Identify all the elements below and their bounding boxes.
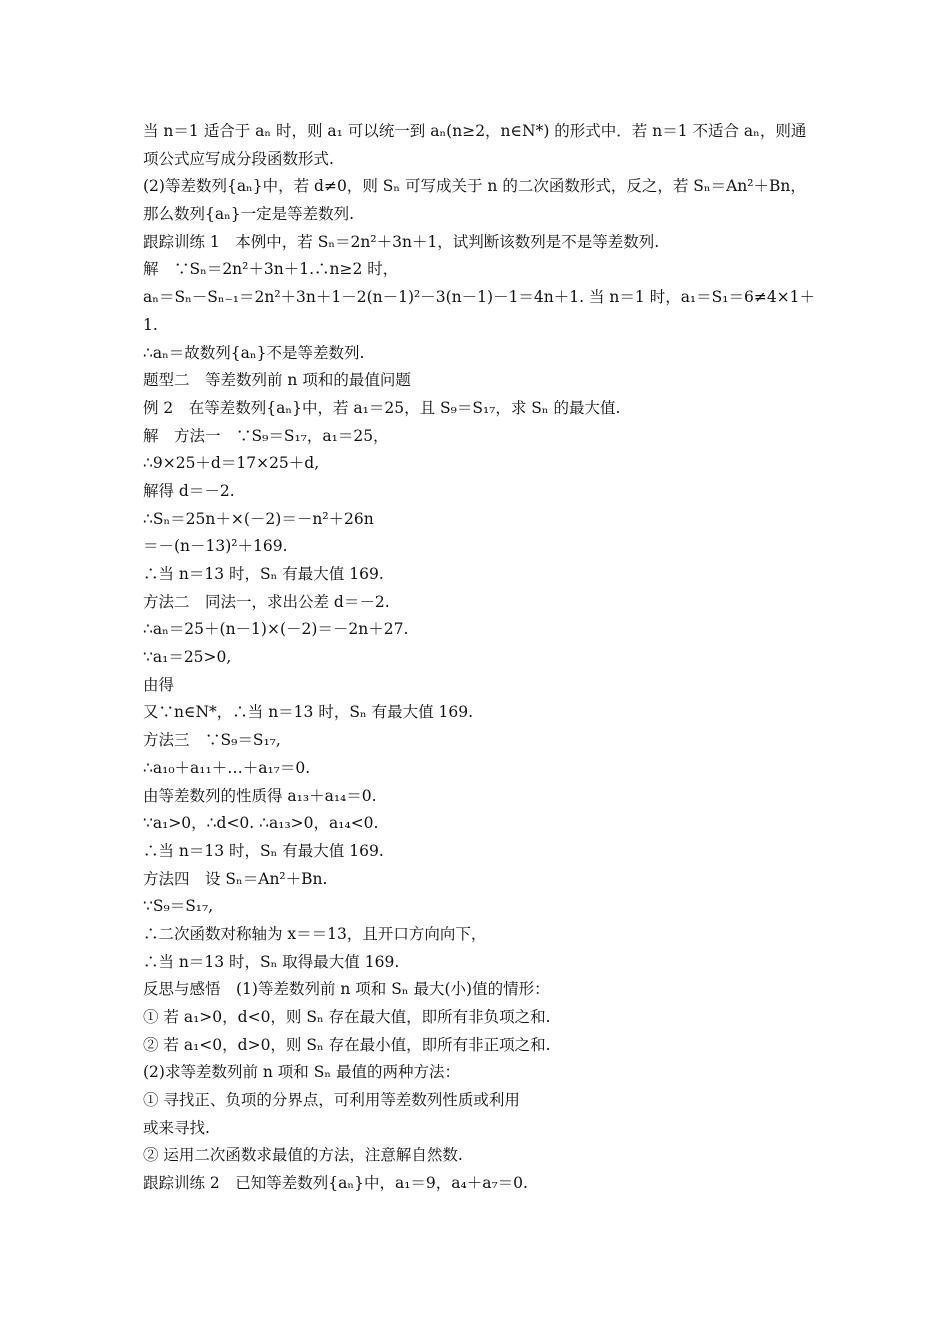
text-line-23: 方法三 ∵S₉＝S₁₇, [143, 731, 281, 750]
text-line-9: ∴aₙ＝故数列{aₙ}不是等差数列. [143, 343, 365, 362]
text-line-15: ∴Sₙ＝25n＋×(－2)＝－n²＋26n [143, 509, 374, 528]
text-line-6: 解 ∵Sₙ＝2n²＋3n＋1.∴n≥2 时， [143, 260, 399, 279]
text-line-33: ① 若 a₁>0，d<0，则 Sₙ 存在最大值，即所有非负项之和. [143, 1008, 551, 1026]
text-line-7: aₙ＝Sₙ－Sₙ₋₁＝2n²＋3n＋1－2(n－1)²－3(n－1)－1＝4n＋1. 当 n＝1 时，a₁＝S₁＝6≠4×1＋ [143, 288, 816, 307]
text-line-32: 反思与感悟 (1)等差数列前 n 项和 Sₙ 最大(小)值的情形： [143, 980, 550, 999]
text-line-24: ∴a₁₀＋a₁₁＋…＋a₁₇＝0. [143, 758, 311, 777]
text-line-11: 例 2 在等差数列{aₙ}中，若 a₁＝25，且 S₉＝S₁₇，求 Sₙ 的最大值. [143, 398, 621, 417]
text-line-30: ∴二次函数对称轴为 x＝＝13，且开口方向向下， [143, 924, 487, 943]
text-line-26: ∵a₁>0，∴d<0. ∴a₁₃>0，a₁₄<0. [143, 814, 379, 833]
text-line-17: ∴当 n＝13 时，Sₙ 有最大值 169. [143, 565, 384, 583]
text-line-38: ② 运用二次函数求最值的方法，注意解自然数. [143, 1146, 463, 1165]
text-line-18: 方法二 同法一，求出公差 d＝－2. [143, 592, 390, 611]
text-line-5: 跟踪训练 1 本例中，若 Sₙ＝2n²＋3n＋1，试判断该数列是不是等差数列. [143, 232, 660, 251]
text-line-22: 又∵n∈N*，∴当 n＝13 时，Sₙ 有最大值 169. [143, 703, 474, 722]
text-line-28: 方法四 设 Sₙ＝An²＋Bn. [143, 869, 328, 888]
text-line-35: (2)求等差数列前 n 项和 Sₙ 最值的两种方法： [143, 1063, 460, 1082]
text-line-13: ∴9×25＋d＝17×25＋d, [143, 454, 320, 473]
text-line-37: 或来寻找. [143, 1118, 210, 1137]
text-line-14: 解得 d＝－2. [143, 481, 235, 500]
text-line-34: ② 若 a₁<0，d>0，则 Sₙ 存在最小值，即所有非正项之和. [143, 1035, 551, 1054]
text-line-10: 题型二 等差数列前 n 项和的最值问题 [143, 371, 411, 390]
text-line-16: ＝－(n－13)²＋169. [143, 537, 288, 556]
text-line-4: 那么数列{aₙ}一定是等差数列. [143, 205, 355, 224]
text-line-29: ∵S₉＝S₁₇, [143, 897, 214, 916]
text-line-1: 当 n＝1 适合于 aₙ 时，则 a₁ 可以统一到 aₙ(n≥2，n∈N*) 的形式中．若 n＝1 不适合 aₙ，则通 [143, 122, 807, 140]
text-line-36: ① 寻找正、负项的分界点，可利用等差数列性质或利用 [143, 1091, 520, 1110]
text-line-3: (2)等差数列{aₙ}中，若 d≠0，则 Sₙ 可写成关于 n 的二次函数形式，反之，若 Sₙ＝An²＋Bn， [143, 177, 806, 196]
text-line-21: 由得 [143, 675, 175, 694]
text-line-20: ∵a₁＝25>0, [143, 648, 232, 667]
text-line-31: ∴当 n＝13 时，Sₙ 取得最大值 169. [143, 952, 400, 971]
text-line-25: 由等差数列的性质得 a₁₃＋a₁₄＝0. [143, 786, 377, 805]
text-line-8: 1. [143, 315, 158, 334]
text-line-12: 解 方法一 ∵S₉＝S₁₇，a₁＝25， [143, 426, 389, 445]
text-line-39: 跟踪训练 2 已知等差数列{aₙ}中，a₁＝9，a₄＋a₇＝0. [143, 1174, 528, 1193]
document-body [143, 118, 823, 1198]
text-line-19: ∴aₙ＝25＋(n－1)×(－2)＝－2n＋27. [143, 620, 409, 639]
text-line-2: 项公式应写成分段函数形式. [143, 149, 334, 168]
text-line-27: ∴当 n＝13 时，Sₙ 有最大值 169. [143, 841, 384, 860]
